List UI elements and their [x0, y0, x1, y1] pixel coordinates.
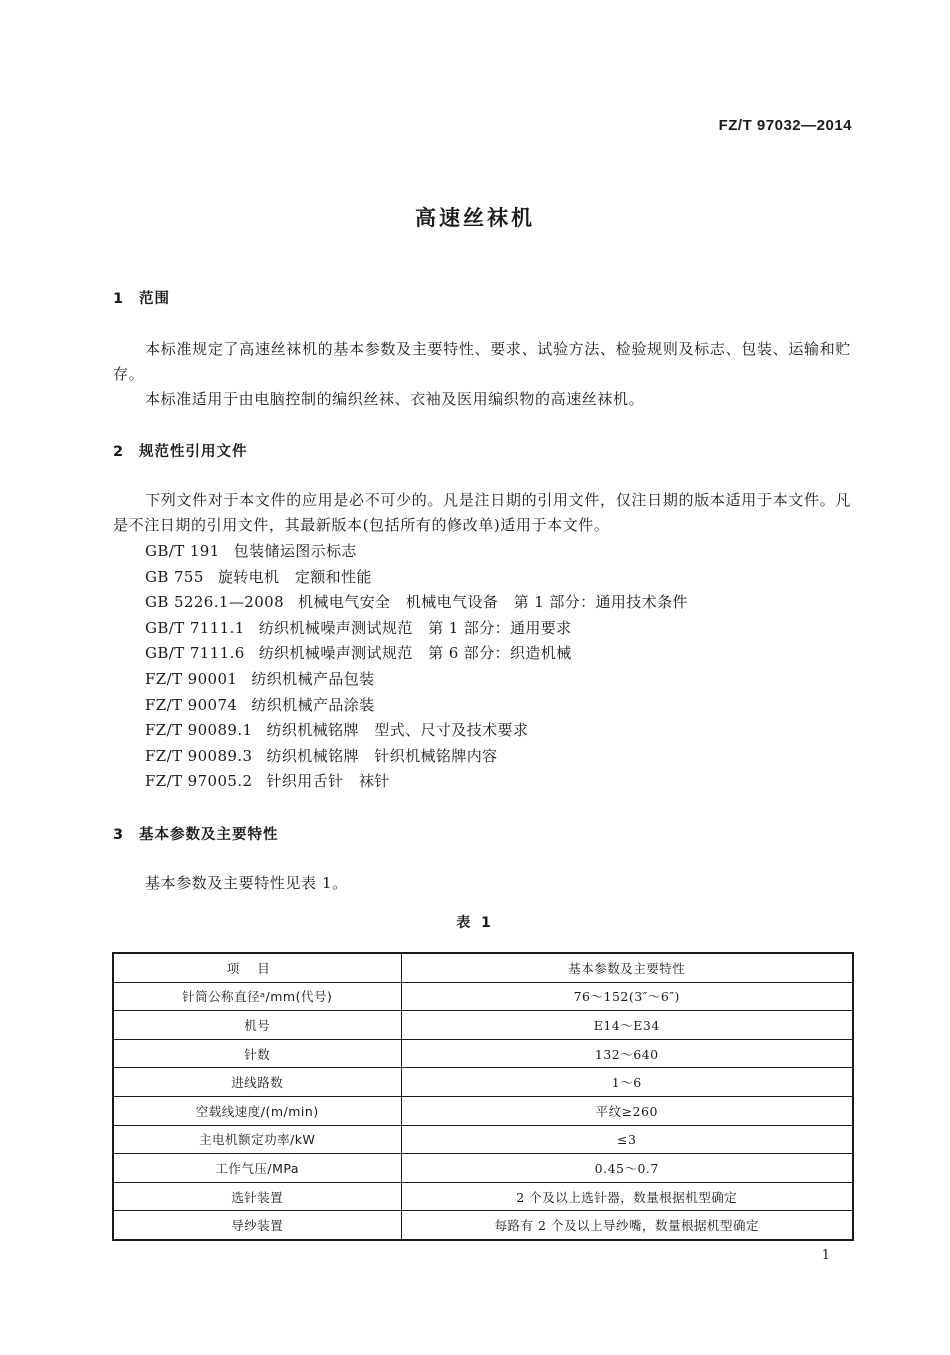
table-cell-value: 平纹≥260: [401, 1096, 853, 1125]
table-caption: 表 1: [456, 915, 494, 931]
section-2-heading: [113, 440, 248, 461]
table-cell-value: ≤3: [401, 1125, 853, 1154]
table-cell-item: 选针装置: [113, 1182, 401, 1211]
reference-code: FZ/T 90001: [145, 669, 238, 688]
section-number: 2: [113, 444, 125, 460]
reference-code: FZ/T 90089.3: [145, 746, 253, 765]
table-row: [113, 1182, 853, 1211]
reference-code: FZ/T 90074: [145, 695, 238, 714]
table-cell-value: 132～640: [401, 1039, 853, 1068]
table-cell-item: 主电机额定功率/kW: [113, 1125, 401, 1154]
table-row: [113, 1096, 853, 1125]
table-cell-item: 空载线速度/(m/min): [113, 1096, 401, 1125]
table-cell-value: 0.45～0.7: [401, 1154, 853, 1183]
reference-title: 纺织机械噪声测试规范 第 6 部分：织造机械: [258, 644, 572, 663]
reference-title: 纺织机械铭牌 型式、尺寸及技术要求: [266, 721, 529, 740]
reference-item: [145, 641, 688, 667]
reference-code: GB 5226.1—2008: [145, 593, 285, 612]
section-3-heading: [113, 823, 279, 844]
page-number: 1: [821, 1248, 830, 1263]
reference-code: FZ/T 97005.2: [145, 772, 253, 791]
section-3-paragraph-1: 基本参数及主要特性见表 1。: [145, 874, 348, 892]
reference-item: [145, 693, 688, 719]
header-spec: 基本参数及主要特性: [401, 953, 853, 982]
document-title: 高速丝袜机: [415, 206, 535, 230]
table-row: [113, 1211, 853, 1240]
table-cell-item: 针筒公称直径ᵃ/mm(代号): [113, 982, 401, 1011]
table-cell-value: 2 个及以上选针器，数量根据机型确定: [401, 1182, 853, 1211]
section-number: 1: [113, 291, 125, 307]
reference-title: 机械电气安全 机械电气设备 第 1 部分：通用技术条件: [298, 593, 688, 612]
reference-code: GB/T 7111.6: [145, 644, 245, 663]
reference-title: 纺织机械产品包装: [251, 669, 375, 688]
reference-title: 纺织机械产品涂装: [251, 695, 375, 714]
specification-table: [112, 952, 854, 1241]
reference-item: [145, 616, 688, 642]
table-cell-value: 1～6: [401, 1068, 853, 1097]
table-header-row: [113, 953, 853, 982]
reference-title: 纺织机械噪声测试规范 第 1 部分：通用要求: [258, 618, 572, 637]
section-2-paragraph-1: 下列文件对于本文件的应用是必不可少的。凡是注日期的引用文件，仅注日期的版本适用于本文件。凡是不注日期的引用文件，其最新版本(包括所有的修改单)适用于本文件。: [113, 491, 851, 534]
reference-title: 旋转电机 定额和性能: [217, 567, 372, 586]
section-1-paragraph-1: 本标准规定了高速丝袜机的基本参数及主要特性、要求、试验方法、检验规则及标志、包装、运输和贮存。: [113, 340, 851, 383]
section-title: 基本参数及主要特性: [139, 827, 279, 843]
table-row: [113, 1011, 853, 1040]
table-cell-item: 针数: [113, 1039, 401, 1068]
table-row: [113, 1068, 853, 1097]
reference-item: [145, 667, 688, 693]
header-item: 项目: [113, 953, 401, 982]
table-cell-value: 每路有 2 个及以上导纱嘴，数量根据机型确定: [401, 1211, 853, 1240]
table-cell-value: E14～E34: [401, 1011, 853, 1040]
table-cell-value: 76～152(3″～6″): [401, 982, 853, 1011]
table-cell-item: 工作气压/MPa: [113, 1154, 401, 1183]
reference-code: GB 755: [145, 567, 204, 586]
reference-title: 纺织机械铭牌 针织机械铭牌内容: [266, 746, 498, 765]
reference-item: [145, 744, 688, 770]
reference-code: GB/T 7111.1: [145, 618, 245, 637]
table-row: [113, 1125, 853, 1154]
section-title: 范围: [139, 291, 170, 307]
section-1-paragraph-2: 本标准适用于由电脑控制的编织丝袜、衣袖及医用编织物的高速丝袜机。: [145, 390, 645, 408]
section-1-heading: [113, 287, 170, 308]
standard-code: FZ/T 97032—2014: [718, 117, 852, 134]
reference-code: FZ/T 90089.1: [145, 721, 253, 740]
reference-title: 包装储运图示标志: [233, 542, 357, 560]
reference-code: GB/T 191: [145, 542, 220, 560]
reference-item: [145, 718, 688, 744]
table-row: [113, 982, 853, 1011]
table-row: [113, 1039, 853, 1068]
section-number: 3: [113, 827, 125, 843]
reference-item: [145, 565, 688, 591]
reference-item: [145, 590, 688, 616]
normative-references-list: [145, 539, 688, 795]
section-title: 规范性引用文件: [139, 444, 248, 460]
reference-title: 针织用舌针 袜针: [266, 772, 390, 791]
table-cell-item: 导纱装置: [113, 1211, 401, 1240]
table-row: [113, 1154, 853, 1183]
reference-item: [145, 539, 688, 565]
reference-item: [145, 769, 688, 795]
table-cell-item: 进线路数: [113, 1068, 401, 1097]
table-cell-item: 机号: [113, 1011, 401, 1040]
